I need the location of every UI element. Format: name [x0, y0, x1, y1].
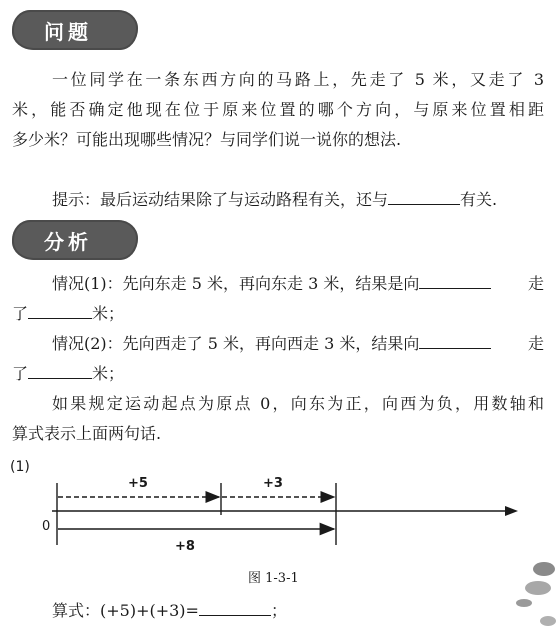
arrow-plus-8-label: +8: [175, 539, 195, 554]
formula-end: ；: [270, 601, 287, 620]
number-line-figure: [0, 455, 556, 565]
arrow-plus-5-label: +5: [128, 476, 148, 491]
case1-direction-blank[interactable]: [419, 274, 491, 289]
case1-unit: 米；: [92, 304, 125, 323]
section-title-problem: 问题: [44, 20, 92, 44]
formula-line: [52, 601, 544, 621]
origin-label: 0: [42, 519, 51, 534]
case2-text-end: 走: [527, 334, 544, 353]
arrow-plus-3-label: +3: [263, 476, 283, 491]
figure-caption: 图 1-3-1: [248, 571, 299, 586]
hint-text: 提示：最后运动结果除了与运动路程有关，还与: [52, 190, 389, 209]
section-badge-problem: [12, 10, 138, 50]
hint-text-end: 有关.: [460, 190, 498, 209]
section-badge-analysis: [12, 220, 138, 260]
rule-line-2: 算式表示上面两句话.: [12, 424, 162, 443]
decorative-pebbles: [510, 555, 556, 637]
case2-line-1: [52, 334, 544, 354]
case2-distance-blank[interactable]: [28, 364, 92, 379]
case2-text: 情况(2)：先向西走了 5 米，再向西走 3 米，结果向: [52, 334, 420, 353]
hint-line: [52, 190, 544, 210]
formula-blank[interactable]: [199, 601, 271, 616]
case1-line-1: [52, 274, 544, 294]
case1-distance-blank[interactable]: [28, 304, 92, 319]
case1-text: 情况(1)：先向东走 5 米，再向东走 3 米，结果是向: [52, 274, 420, 293]
case1-text-end: 走: [527, 274, 544, 293]
section-title-analysis: 分析: [44, 230, 92, 254]
formula-text: 算式：(+5)+(+3)=: [52, 601, 199, 620]
case2-text-start: 了: [12, 364, 29, 383]
figure-label: (1): [10, 459, 30, 475]
case2-unit: 米；: [92, 364, 125, 383]
problem-line-3: 多少米？可能出现哪些情况？与同学们说一说你的想法.: [12, 130, 402, 149]
case2-direction-blank[interactable]: [419, 334, 491, 349]
case1-text-start: 了: [12, 304, 29, 323]
rule-line-1: 如果规定运动起点为原点 0，向东为正，向西为负，用数轴和: [52, 394, 544, 413]
case2-line-2: [12, 364, 544, 384]
problem-line-2: 米，能否确定他现在位于原来位置的哪个方向，与原来位置相距: [12, 100, 544, 119]
problem-line-1: 一位同学在一条东西方向的马路上，先走了 5 米，又走了 3: [52, 70, 544, 89]
axis-arrowhead: [505, 506, 518, 516]
hint-blank[interactable]: [388, 190, 460, 205]
case1-line-2: [12, 304, 544, 324]
